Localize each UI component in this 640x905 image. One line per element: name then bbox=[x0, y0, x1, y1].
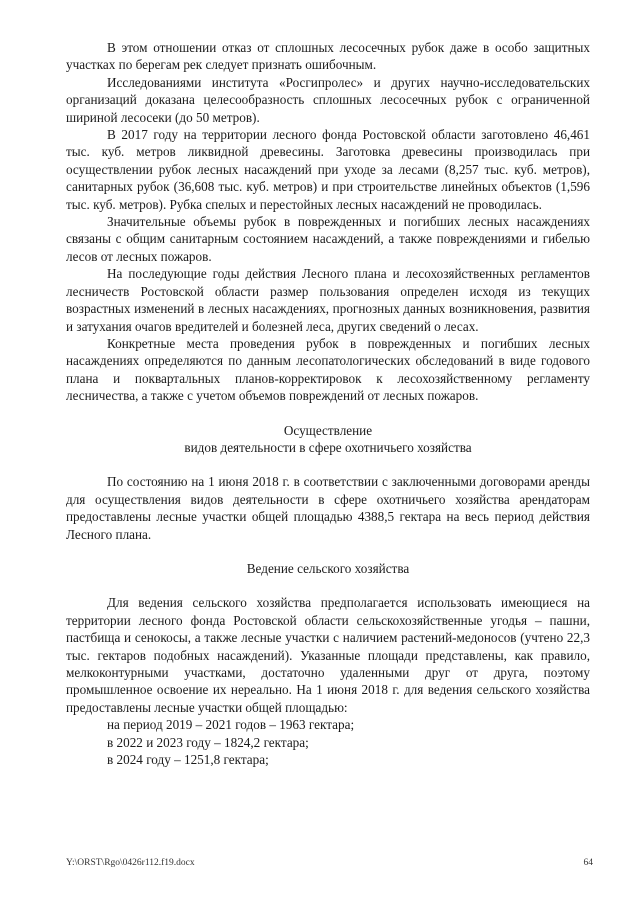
spacer bbox=[66, 577, 590, 594]
page-number: 64 bbox=[583, 858, 593, 868]
list-item: на период 2019 – 2021 годов – 1963 гектара; bbox=[107, 717, 355, 733]
paragraph: Значительные объемы рубок в поврежденных и погибших лесных насаждениях связаны с общим санитарным состоянием насаждений, а также повреждениями и гибелью лесов от лесных пожаров. bbox=[66, 214, 590, 264]
spacer bbox=[66, 543, 590, 560]
paragraph: Для ведения сельского хозяйства предполагается использовать имеющиеся на территории лесного фонда Ростовской области сельскохозяйственные угодья – пашни, пастбища и сенокосы, а также лесные участки с наличием растений-медоносов (учтено 22,3 тыс. гектаров подобных насаждений). Указанные площади представлены, как правило, мелкоконтурными участками, достаточно удаленными друг от друга, поэтому промышленное освоение их нереально. На 1 июня 2018 г. для ведения сельского хозяйства предоставлены лесные участки общей площадью: bbox=[66, 595, 590, 715]
paragraph: В этом отношении отказ от сплошных лесосечных рубок даже в особо защитных участках по берегам рек следует признать ошибочным. bbox=[66, 40, 590, 73]
paragraph: На последующие годы действия Лесного плана и лесохозяйственных регламентов лесничеств Ростовской области размер пользования определен исходя из текущих возрастных изменений в лесных насаждениях, прогнозных данных возникновения, развития и затухания очагов вредителей и болезней леса, других сведений о лесах. bbox=[66, 266, 590, 334]
list-item: в 2024 году – 1251,8 гектара; bbox=[107, 752, 269, 768]
document-body bbox=[66, 39, 590, 768]
paragraph: Исследованиями института «Росгипролес» и других научно-исследовательских организаций доказана целесообразность сплошных лесосечных рубок с ограниченной шириной лесосеки (до 50 метров). bbox=[66, 74, 590, 125]
file-path: Y:\ORST\Rgo\0426r112.f19.docx bbox=[66, 858, 195, 868]
paragraph: В 2017 году на территории лесного фонда Ростовской области заготовлено 46,461 тыс. куб. метров ликвидной древесины. Заготовка древесины производилась при осуществлении рубок лесных насаждений при уходе за лесами (8,257 тыс. куб. метров), санитарных рубок (36,608 тыс. куб. метров) и при строительстве линейных объектов (1,596 тыс. куб. метров). Рубка спелых и перестойных лесных насаждений не проводилась. bbox=[66, 127, 590, 212]
section-heading-line-1: Осуществление bbox=[283, 422, 373, 438]
spacer bbox=[66, 405, 590, 422]
page-footer bbox=[66, 855, 593, 872]
paragraph: По состоянию на 1 июня 2018 г. в соответствии с заключенными договорами аренды для осуществления видов деятельности в сфере охотничьего хозяйства арендаторам предоставлены лесные участки общей площадью 4388,5 гектара на весь период действия Лесного плана. bbox=[66, 474, 590, 542]
list-item: в 2022 и 2023 году – 1824,2 гектара; bbox=[107, 734, 309, 750]
paragraph: Конкретные места проведения рубок в поврежденных и погибших лесных насаждениях определяются по данным лесопатологических обследований в виде годового плана и поквартальных планов-корректировок к лесохозяйственному регламенту лесничества, а также с учетом объемов повреждений от лесных пожаров. bbox=[66, 335, 590, 404]
section-heading: Ведение сельского хозяйства bbox=[246, 560, 410, 576]
area-list bbox=[66, 716, 590, 768]
section-heading-line-2: видов деятельности в сфере охотничьего хозяйства bbox=[184, 439, 472, 455]
spacer bbox=[66, 456, 590, 473]
